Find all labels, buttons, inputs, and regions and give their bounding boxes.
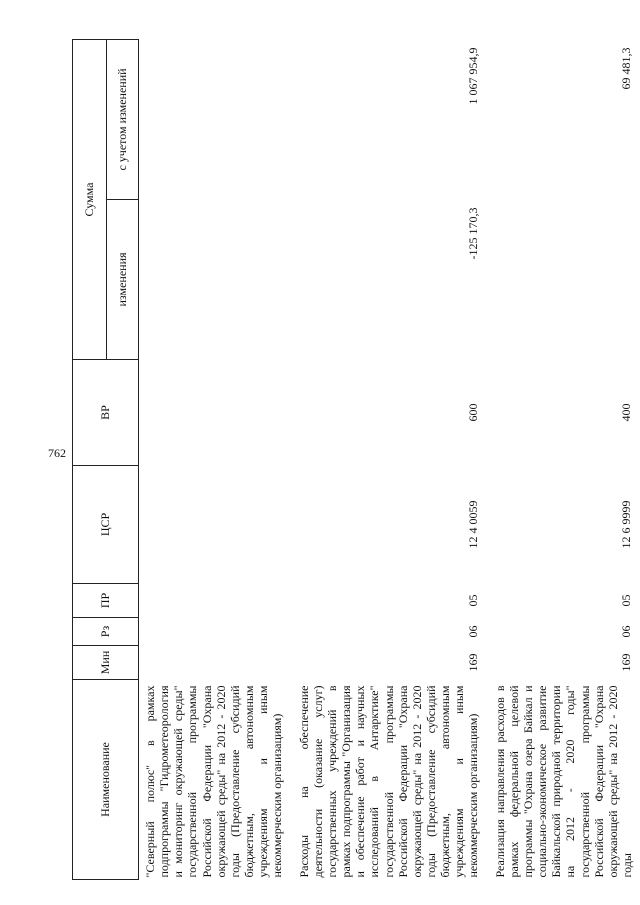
row-name: "Северный полюс" в рамках подпрограммы "Гидрометеорология и мониторинг окружающей среды" государственной программы Российской Федерации "Охрана окружающей среды" на 2012 - 2020 годы (Предоставление субсидий бюджетным, автономным учреждениям и иным некоммерческим организациям) bbox=[143, 685, 285, 878]
row-vr: 400 bbox=[619, 403, 634, 422]
row-csr: 12 6 9999 bbox=[619, 500, 634, 549]
row-name: Реализация направления расходов в рамках федеральной целевой программы "Охрана озера Байкал и социально-экономическое развитие Байкальской природной территории на 2012 - 2020 годы" государственной программы Российской Федерации "Охрана окружающей среды" на 2012 - 2020 годы bbox=[492, 685, 634, 878]
header-changes: изменения bbox=[107, 200, 139, 360]
row-pr: 05 bbox=[619, 594, 634, 607]
row-changes bbox=[139, 200, 293, 360]
row-vr: 600 bbox=[465, 403, 480, 422]
header-with-changes: с учетом изменений bbox=[107, 39, 139, 199]
rotated-budget-table bbox=[72, 40, 632, 880]
row-changes bbox=[489, 200, 640, 360]
row-with-changes bbox=[139, 39, 293, 199]
row-min: 169 bbox=[619, 653, 634, 672]
table-row bbox=[139, 39, 293, 879]
header-vr: ВР bbox=[73, 360, 139, 466]
budget-table bbox=[72, 39, 640, 880]
row-rz bbox=[139, 618, 293, 646]
header-name: Наименование bbox=[73, 680, 139, 880]
header-pr: ПР bbox=[73, 584, 139, 618]
row-with-changes: 69 481,3 bbox=[619, 47, 634, 90]
row-min bbox=[139, 646, 293, 680]
header-csr: ЦСР bbox=[73, 466, 139, 584]
table-row bbox=[489, 39, 640, 879]
row-vr bbox=[139, 360, 293, 466]
row-csr bbox=[139, 466, 293, 584]
row-with-changes: 1 067 954,9 bbox=[465, 47, 480, 105]
row-rz: 06 bbox=[619, 625, 634, 638]
row-min: 169 bbox=[465, 653, 480, 672]
row-name: Расходы на обеспечение деятельности (оказание услуг) государственных учреждений в рамках подпрограммы "Организация и обеспечение работ и научных исследований в Антарктике" государственной программы Российской Федерации "Охрана окружающей среды" на 2012 - 2020 годы (Предоставление субсидий бюджетным, автономным учреждениям и иным некоммерческим организациям) bbox=[296, 685, 481, 878]
row-rz: 06 bbox=[465, 625, 480, 638]
table-row bbox=[293, 39, 489, 879]
page-number: 762 bbox=[48, 446, 66, 460]
header-sum: Сумма bbox=[73, 39, 107, 359]
header-min: Мин bbox=[73, 646, 139, 680]
row-changes: -125 170,3 bbox=[465, 207, 480, 260]
row-csr: 12 4 0059 bbox=[465, 500, 480, 549]
header-rz: Рз bbox=[73, 618, 139, 646]
row-pr bbox=[139, 584, 293, 618]
row-pr: 05 bbox=[465, 594, 480, 607]
